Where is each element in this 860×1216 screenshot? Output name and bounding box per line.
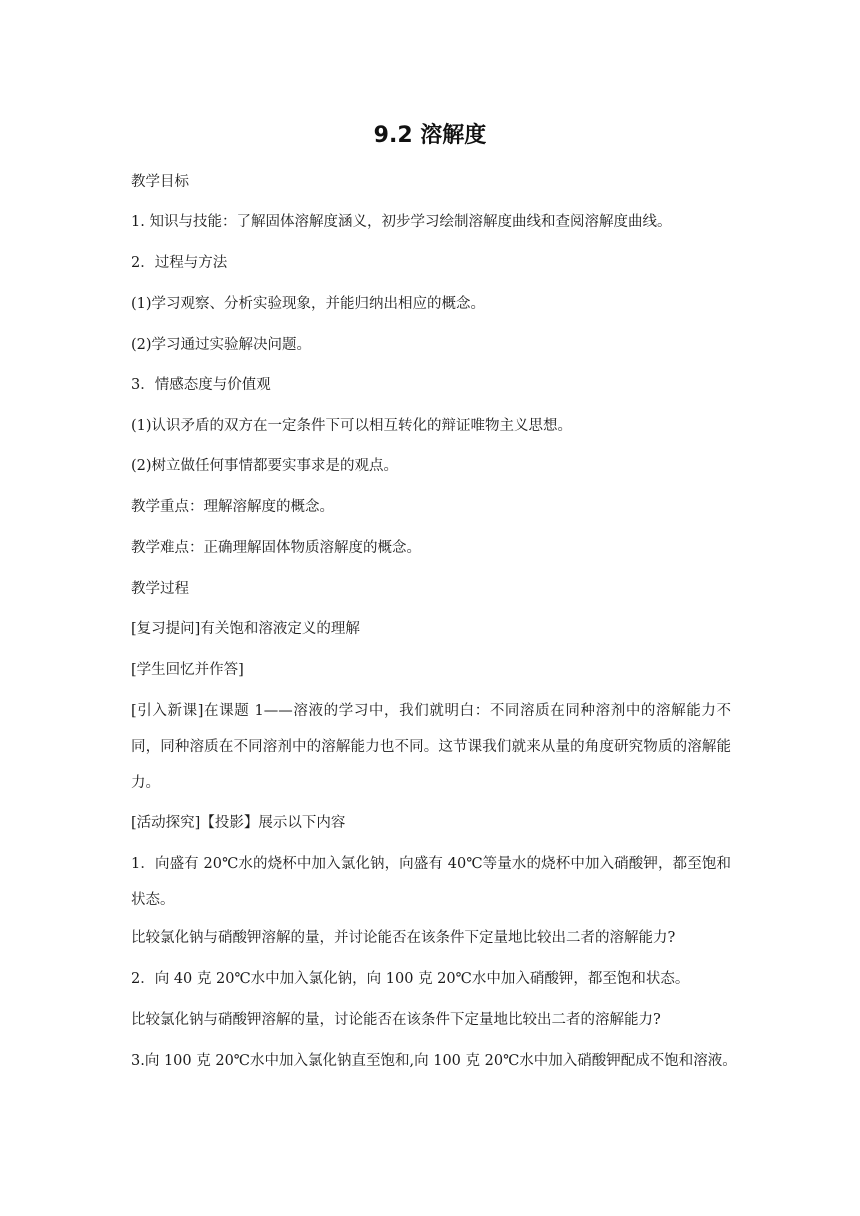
paragraph-activity: [活动探究]【投影】展示以下内容 — [131, 815, 346, 831]
paragraph-experiment-2: 2．向 40 克 20℃水中加入氯化钠，向 100 克 20℃水中加入硝酸钾，都至饱和状态。 — [131, 971, 690, 987]
paragraph-goal-3: 3．情感态度与价值观 — [131, 377, 271, 393]
paragraph-key-point: 教学重点：理解溶解度的概念。 — [131, 499, 334, 515]
paragraph-process: 教学过程 — [131, 581, 189, 597]
paragraph-new-lesson: [引入新课]在课题 1——溶液的学习中，我们就明白：不同溶质在同种溶剂中的溶解能力不同，同种溶质在不同溶剂中的溶解能力也不同。这节课我们就来从量的角度研究物质的溶解能力。 — [131, 703, 731, 791]
paragraph-goal-3-2: (2)树立做任何事情都要实事求是的观点。 — [131, 458, 399, 474]
paragraph-student-answer: [学生回忆并作答] — [131, 662, 244, 678]
paragraph-compare-1: 比较氯化钠与硝酸钾溶解的量，并讨论能否在该条件下定量地比较出二者的溶解能力? — [131, 930, 676, 946]
paragraph-experiment-3: 3.向 100 克 20℃水中加入氯化钠直至饱和,向 100 克 20℃水中加入硝酸钾配成不饱和溶液。 — [131, 1053, 737, 1069]
paragraph-compare-2: 比较氯化钠与硝酸钾溶解的量，讨论能否在该条件下定量地比较出二者的溶解能力? — [131, 1012, 661, 1028]
paragraph-goal-2: 2．过程与方法 — [131, 255, 228, 271]
paragraph-goal-2-2: (2)学习通过实验解决问题。 — [131, 337, 312, 353]
paragraph-teaching-goals: 教学目标 — [131, 174, 189, 190]
paragraph-review-question: [复习提问]有关饱和溶液定义的理解 — [131, 621, 360, 637]
paragraph-experiment-1: 1．向盛有 20℃水的烧杯中加入氯化钠，向盛有 40℃等量水的烧杯中加入硝酸钾，都至饱和状态。 — [131, 856, 731, 908]
paragraph-goal-1: 1. 知识与技能：了解固体溶解度涵义，初步学习绘制溶解度曲线和查阅溶解度曲线。 — [131, 214, 672, 230]
paragraph-difficulty: 教学难点：正确理解固体物质溶解度的概念。 — [131, 540, 421, 556]
document-title: 9.2 溶解度 — [373, 123, 487, 148]
paragraph-goal-3-1: (1)认识矛盾的双方在一定条件下可以相互转化的辩证唯物主义思想。 — [131, 418, 573, 434]
paragraph-goal-2-1: (1)学习观察、分析实验现象，并能归纳出相应的概念。 — [131, 296, 486, 312]
